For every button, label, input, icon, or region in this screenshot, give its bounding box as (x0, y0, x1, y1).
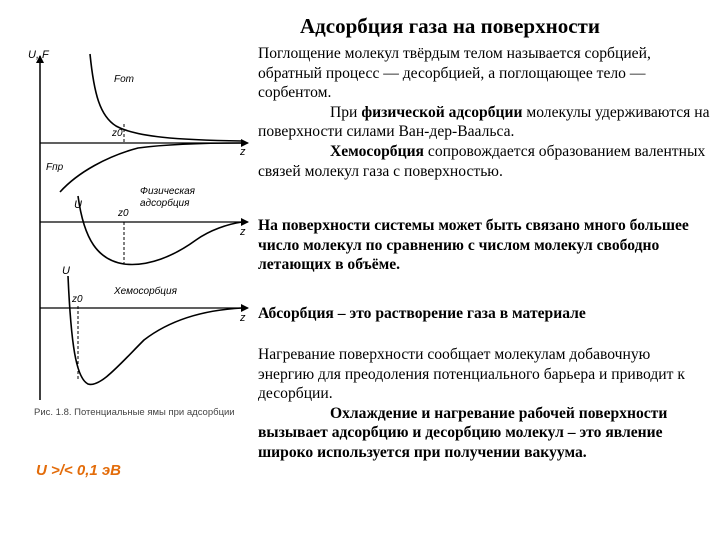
potential-wells-diagram (28, 44, 254, 406)
energy-threshold-note: U >/< 0,1 эВ (36, 462, 121, 479)
physical-adsorption-post: молекулы удерживаются на поверхности силами Ван-дер-Ваальса. (258, 103, 710, 141)
axis-label-uf: U, F (28, 49, 49, 61)
paragraph-absorption: Абсорбция – это растворение газа в материале (258, 305, 586, 322)
chemosorption-label: Хемосорбция (114, 286, 177, 297)
heating-text: Нагревание поверхности сообщает молекулам добавочную энергию для преодоления потенциального барьера и приводит к десорбции. (258, 346, 685, 403)
z0-label-2: z0 (118, 208, 129, 219)
z0-label-3: z0 (72, 294, 83, 305)
u-label-3: U (62, 265, 70, 277)
label-f-om: Fот (114, 74, 134, 85)
label-f-pr: Fпр (46, 162, 64, 173)
z-label-1: z (240, 146, 246, 158)
figure-caption: Рис. 1.8. Потенциальные ямы при адсорбции (34, 407, 235, 418)
physical-adsorption-label-1: Физическая (140, 186, 195, 197)
paragraph-sorption (258, 44, 710, 181)
z0-label-1: z0 (112, 128, 123, 139)
physical-adsorption-pre: При (330, 103, 362, 121)
physical-adsorption-label-2: адсорбция (140, 198, 190, 209)
chemosorption-post: сопровождается образованием валентных связей молекул газа с поверхностью. (258, 142, 706, 180)
z-label-3: z (240, 312, 246, 324)
paragraph-surface-molecules: На поверхности системы может быть связано много большее число молекул по сравнению с числом молекул свободно летающих в объёме. (258, 217, 689, 274)
paragraph-heating (258, 345, 710, 463)
u-label-2: U (74, 199, 82, 211)
attraction-force-curve (60, 143, 242, 192)
sorption-definition: Поглощение молекул твёрдым телом называется сорбцией, обратный процесс — десорбцией, а поглощающее тело — сорбентом. (258, 45, 651, 102)
z-label-2: z (240, 226, 246, 238)
slide-title: Адсорбция газа на поверхности (300, 14, 600, 38)
chemosorption-term: Хемосорбция (330, 142, 424, 160)
cooling-heating-text: Охлаждение и нагревание рабочей поверхности вызывает адсорбцию и десорбцию молекул – это явление широко используется при получении вакуума. (258, 404, 668, 461)
physical-adsorption-term: физической адсорбции (361, 103, 523, 121)
